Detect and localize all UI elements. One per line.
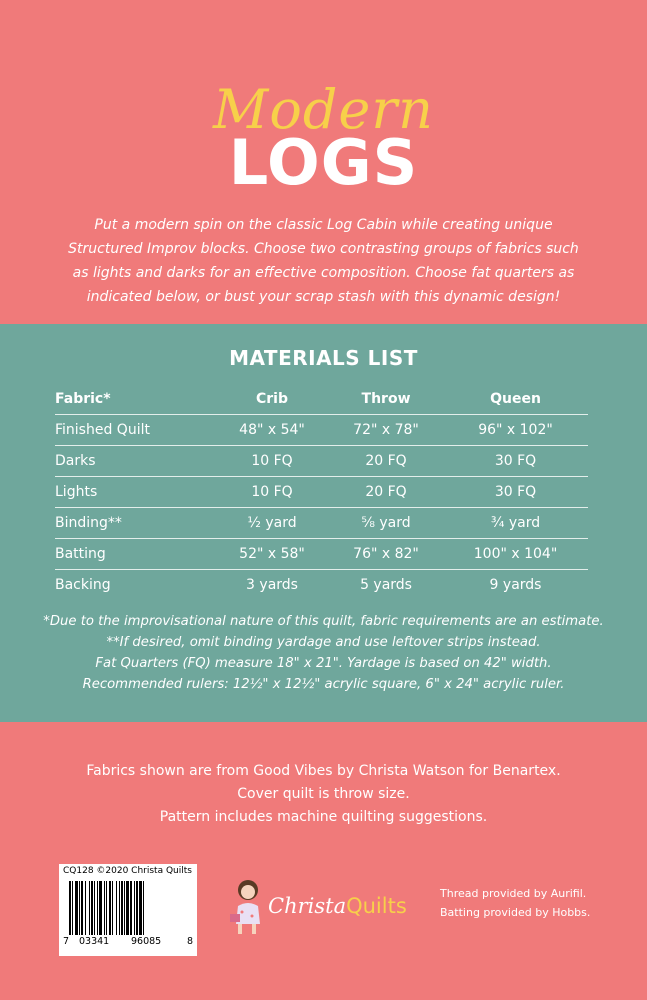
barcode bbox=[59, 864, 197, 956]
intro-line: indicated below, or bust your scrap stash with this dynamic design! bbox=[86, 289, 561, 305]
logo-christa: Christa bbox=[268, 894, 347, 918]
table-cell: Finished Quilt bbox=[55, 415, 215, 446]
intro-line: Put a modern spin on the classic Log Cabin while creating unique bbox=[94, 217, 553, 233]
table-cell: ½ yard bbox=[215, 508, 329, 539]
table-cell: 100" x 104" bbox=[443, 539, 588, 570]
table-header-row bbox=[55, 384, 588, 415]
title-block bbox=[0, 78, 647, 208]
table-cell: Lights bbox=[55, 477, 215, 508]
table-cell: 72" x 78" bbox=[329, 415, 443, 446]
table-cell: 48" x 54" bbox=[215, 415, 329, 446]
table-cell: 96" x 102" bbox=[443, 415, 588, 446]
header-fabric: Fabric* bbox=[55, 384, 215, 415]
table-cell: Backing bbox=[55, 577, 111, 593]
table-cell: 5 yards bbox=[360, 577, 412, 593]
title-script: Modern bbox=[213, 78, 434, 141]
logo-wordmark bbox=[268, 894, 407, 918]
table-row bbox=[55, 508, 588, 539]
materials-notes bbox=[20, 611, 627, 695]
table-row bbox=[55, 570, 588, 601]
table-row bbox=[55, 539, 588, 570]
table-cell: 20 FQ bbox=[329, 446, 443, 477]
intro-line: as lights and darks for an effective composition. Choose fat quarters as bbox=[72, 265, 575, 281]
table-cell: 20 FQ bbox=[329, 477, 443, 508]
barcode-bars-icon bbox=[69, 881, 187, 935]
materials-title: MATERIALS LIST bbox=[229, 346, 418, 370]
barcode-digits-3: 96085 bbox=[131, 936, 162, 947]
materials-table bbox=[55, 384, 588, 600]
table-cell: Binding** bbox=[55, 508, 215, 539]
girl-at-sewing-machine-icon bbox=[226, 876, 268, 938]
note-line: Fat Quarters (FQ) measure 18" x 21". Yardage is based on 42" width. bbox=[95, 656, 552, 671]
table-cell: Batting bbox=[55, 539, 215, 570]
table-cell: 76" x 82" bbox=[329, 539, 443, 570]
credit-line: Fabrics shown are from Good Vibes by Christa Watson for Benartex. bbox=[86, 763, 561, 779]
table-row bbox=[55, 446, 588, 477]
table-row bbox=[55, 477, 588, 508]
credit-line: Cover quilt is throw size. bbox=[237, 786, 410, 802]
table-cell: 30 FQ bbox=[443, 477, 588, 508]
table-cell: 30 FQ bbox=[443, 446, 588, 477]
barcode-caption: CQ128 ©2020 Christa Quilts bbox=[63, 866, 192, 876]
table-row bbox=[55, 415, 588, 446]
header-queen: Queen bbox=[443, 384, 588, 415]
table-cell: 3 yards bbox=[246, 577, 298, 593]
table-cell: Darks bbox=[55, 446, 215, 477]
table-cell: 10 FQ bbox=[215, 477, 329, 508]
header-crib: Crib bbox=[215, 384, 329, 415]
barcode-digits-2: 03341 bbox=[79, 936, 110, 947]
christa-quilts-logo bbox=[226, 872, 416, 942]
note-line: Recommended rulers: 12½" x 12½" acrylic square, 6" x 24" acrylic ruler. bbox=[82, 677, 565, 692]
table-cell: 10 FQ bbox=[215, 446, 329, 477]
credit-line: Pattern includes machine quilting suggestions. bbox=[159, 809, 488, 825]
table-cell: 9 yards bbox=[489, 577, 542, 593]
table-cell: ¾ yard bbox=[443, 508, 588, 539]
intro-paragraph bbox=[60, 213, 587, 309]
header-throw: Throw bbox=[329, 384, 443, 415]
table-cell: ⅝ yard bbox=[329, 508, 443, 539]
logo-quilts: Quilts bbox=[346, 894, 407, 918]
intro-line: Structured Improv blocks. Choose two contrasting groups of fabrics such bbox=[68, 241, 579, 257]
note-line: *Due to the improvisational nature of this quilt, fabric requirements are an estimate. bbox=[43, 614, 604, 629]
note-line: **If desired, omit binding yardage and use leftover strips instead. bbox=[106, 635, 541, 650]
materials-panel bbox=[0, 324, 647, 722]
table-cell: 52" x 58" bbox=[215, 539, 329, 570]
provided-line: Thread provided by Aurifil. bbox=[440, 887, 587, 900]
credits bbox=[0, 760, 647, 829]
provided-by bbox=[440, 884, 590, 922]
barcode-digit-1: 7 bbox=[63, 936, 70, 947]
barcode-digit-4: 8 bbox=[187, 936, 194, 947]
provided-line: Batting provided by Hobbs. bbox=[440, 906, 591, 919]
title-main: LOGS bbox=[228, 126, 419, 199]
